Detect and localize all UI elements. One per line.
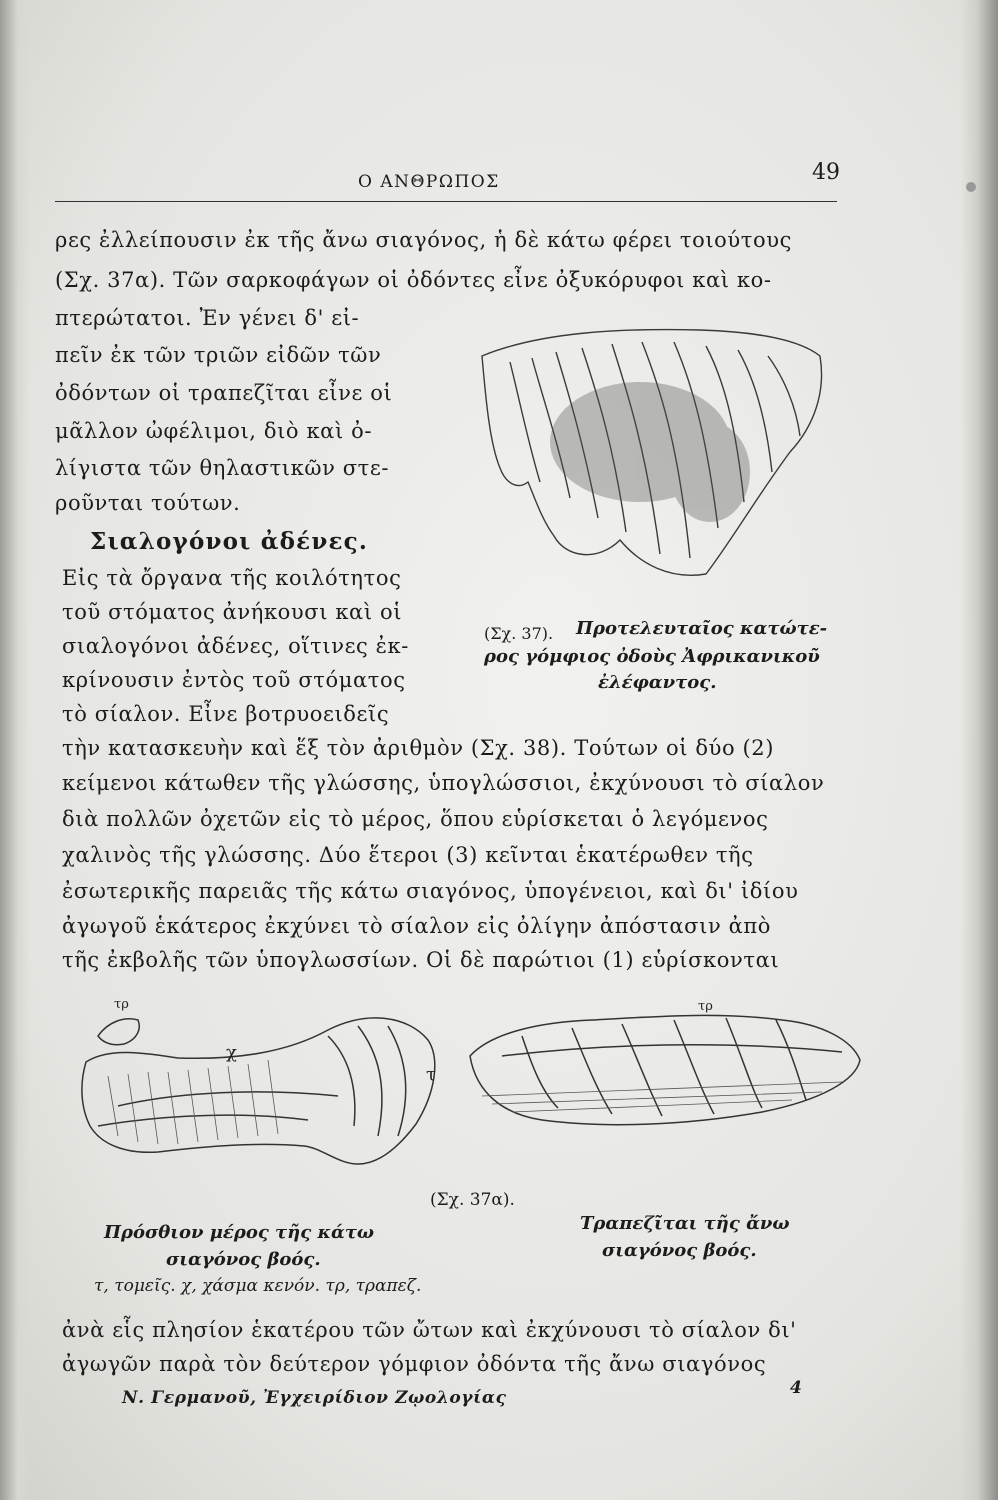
- page-right-edge: [960, 0, 998, 1500]
- text-line: ἀγωγοῦ ἑκάτερος ἐκχύνει τὸ σίαλον εἰς ὀλίγην ἀπόστασιν ἀπὸ: [62, 914, 772, 938]
- text-line: χαλινὸς τῆς γλώσσης. Δύο ἕτεροι (3) κεῖνται ἑκατέρωθεν τῆς: [62, 843, 754, 867]
- text-line: τὸ σίαλον. Εἶνε βοτρυοειδεῖς: [62, 702, 390, 726]
- figure37-caption-line: Προτελευταῖος κατώτε-: [576, 618, 828, 639]
- page-number: 49: [812, 160, 840, 185]
- figure37a-right-caption: Τραπεζῖται τῆς ἄνω: [580, 1213, 790, 1234]
- page-left-edge: [0, 0, 30, 1500]
- figure37-ref: (Σχ. 37).: [484, 624, 554, 643]
- page-spot: [966, 182, 976, 192]
- section-heading: Σιαλογόνοι ἀδένες.: [90, 528, 369, 555]
- figure-cow-lower-jaw: [78, 996, 448, 1172]
- text-line: λίγιστα τῶν θηλαστικῶν στε-: [55, 456, 390, 480]
- figure37a-right-caption: σιαγόνος βοός.: [602, 1240, 757, 1261]
- label-tr-right: τρ: [698, 999, 713, 1014]
- figure37a-left-caption: σιαγόνος βοός.: [166, 1249, 321, 1270]
- figure-cow-upper-molars: [462, 996, 864, 1136]
- label-tr-left: τρ: [114, 997, 129, 1012]
- text-line: ρες ἐλλείπουσιν ἐκ τῆς ἄνω σιαγόνος, ἡ δὲ κάτω φέρει τοιούτους: [55, 228, 792, 252]
- figure37a-legend: τ, τομεῖς. χ, χάσμα κενόν. τρ, τραπεζ.: [94, 1276, 422, 1296]
- text-line: τῆς ἐκβολῆς τῶν ὑπογλωσσίων. Οἱ δὲ παρώτιοι (1) εὑρίσκονται: [62, 948, 780, 972]
- text-line: ὀδόντων οἱ τραπεζῖται εἶνε οἱ: [55, 381, 393, 405]
- text-line: τοῦ στόματος ἀνήκουσι καὶ οἱ: [62, 600, 403, 624]
- text-line: κρίνουσιν ἐντὸς τοῦ στόματος: [62, 668, 406, 692]
- footer-author-title: Ν. Γερμανοῦ, Ἐγχειρίδιον Ζῳολογίας: [122, 1388, 507, 1408]
- text-line: πτερώτατοι. Ἐν γένει δ' εἰ-: [55, 306, 360, 330]
- text-line: πεῖν ἐκ τῶν τριῶν εἰδῶν τῶν: [55, 343, 382, 367]
- text-line: σιαλογόνοι ἀδένες, οἵτινες ἐκ-: [62, 634, 409, 658]
- figure37-caption-line: ἐλέφαντος.: [598, 672, 717, 693]
- text-line: κείμενοι κάτωθεν τῆς γλώσσης, ὑπογλώσσιοι, ἐκχύνουσι τὸ σίαλον: [62, 771, 825, 795]
- footer-signature: 4: [790, 1378, 803, 1398]
- text-line: μᾶλλον ὠφέλιμοι, διὸ καὶ ὀ-: [55, 419, 373, 443]
- label-chi: χ: [226, 1042, 237, 1063]
- text-line: ροῦνται τούτων.: [55, 491, 241, 515]
- text-line: Εἰς τὰ ὄργανα τῆς κοιλότητος: [62, 566, 402, 590]
- running-head: Ο ΑΝΘΡΩΠΟΣ: [358, 172, 500, 192]
- text-line: διὰ πολλῶν ὀχετῶν εἰς τὸ μέρος, ὅπου εὑρίσκεται ὁ λεγόμενος: [62, 807, 769, 831]
- text-line: τὴν κατασκευὴν καὶ ἕξ τὸν ἀριθμὸν (Σχ. 38). Τούτων οἱ δύο (2): [62, 736, 775, 760]
- label-tau: τ: [426, 1064, 436, 1085]
- header-rule: [55, 201, 837, 202]
- figure37a-ref: (Σχ. 37α).: [430, 1190, 515, 1210]
- figure37-caption-line: ρος γόμφιος ὀδοὺς Ἀφρικανικοῦ: [484, 646, 820, 667]
- text-line: ἀνὰ εἷς πλησίον ἑκατέρου τῶν ὤτων καὶ ἐκχύνουσι τὸ σίαλον δι': [62, 1318, 797, 1342]
- text-line: ἀγωγῶν παρὰ τὸν δεύτερον γόμφιον ὀδόντα τῆς ἄνω σιαγόνος: [62, 1352, 767, 1376]
- text-line: ἐσωτερικῆς παρειᾶς τῆς κάτω σιαγόνος, ὑπογένειοι, καὶ δι' ἰδίου: [62, 879, 799, 903]
- figure-elephant-molar: [470, 322, 830, 584]
- figure37a-left-caption: Πρόσθιον μέρος τῆς κάτω: [104, 1222, 375, 1243]
- text-line: (Σχ. 37α). Τῶν σαρκοφάγων οἱ ὀδόντες εἶνε ὀξυκόρυφοι καὶ κο-: [55, 268, 772, 292]
